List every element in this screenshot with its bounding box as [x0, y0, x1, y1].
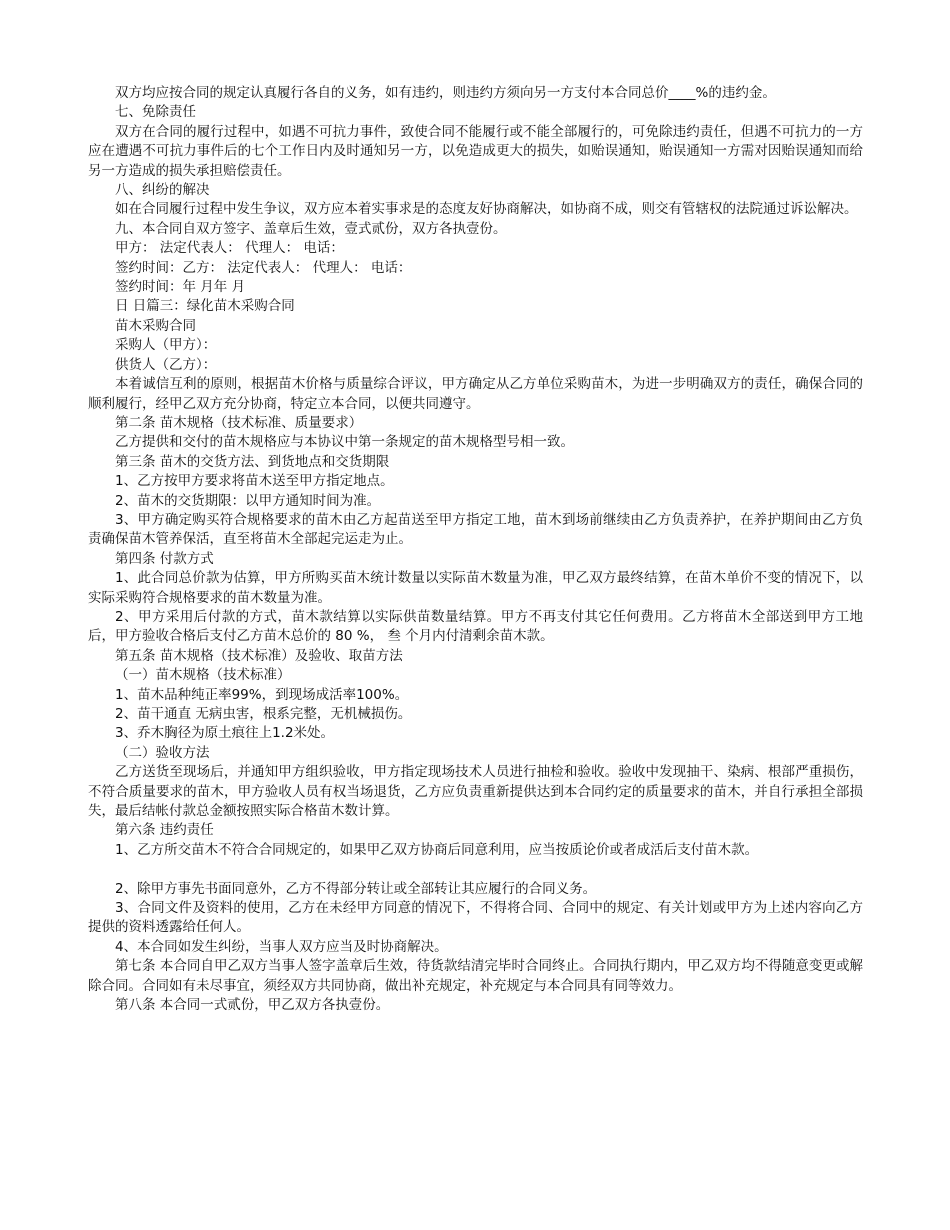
- list-item: 2、除甲方事先书面同意外，乙方不得部分转让或全部转让其应履行的合同义务。: [115, 880, 597, 897]
- article-heading: 第五条 苗木规格（技术标准）及验收、取苗方法: [115, 647, 403, 664]
- paragraph: 乙方送货至现场后，并通知甲方组织验收，甲方指定现场技术人员进行抽检和验收。验收中发现抽干、染病、根部严重损伤，不符合质量要求的苗木，甲方验收人员有权当场退货，乙方应负责重新提供达到本合同约定的质量要求的苗木，并自行承担全部损失，最后结帐付款总金额按照实际合格苗木数计算。: [88, 764, 863, 820]
- article-heading: 第四条 付款方式: [115, 550, 214, 567]
- list-item: 2、甲方采用后付款的方式，苗木款结算以实际供苗数量结算。甲方不再支付其它任何费用。乙方将苗木全部送到甲方工地后，甲方验收合格后支付乙方苗木总价的 80 %， 叁 个月内付清剩余苗木款。: [88, 608, 863, 645]
- sub-heading: （二）验收方法: [115, 744, 210, 761]
- list-item: 1、此合同总价款为估算，甲方所购买苗木统计数量以实际苗木数量为准，甲乙双方最终结算，在苗木单价不变的情况下，以实际采购符合规格要求的苗木数量为准。: [88, 570, 863, 606]
- paragraph: 如在合同履行过程中发生争议，双方应本着实事求是的态度友好协商解决，如协商不成，则交有管辖权的法院通过诉讼解决。: [115, 201, 858, 218]
- list-item: 3、乔木胸径为原土痕往上1.2米处。: [115, 725, 335, 742]
- signature-line: 签约时间：年 月年 月: [115, 279, 246, 296]
- article-paragraph: 第八条 本合同一式贰份，甲乙双方各执壹份。: [115, 997, 390, 1014]
- document-title: 苗木采购合同: [115, 317, 196, 334]
- article-paragraph: 第七条 本合同自甲乙双方当事人签字盖章后生效，待货款结清完毕时合同终止。合同执行期内，甲乙双方均不得随意变更或解除合同。合同如有未尽事宜，须经双方共同协商，做出补充规定，补充规定与本合同具有同等效力。: [88, 958, 863, 994]
- sub-heading: （一）苗木规格（技术标准）: [115, 667, 291, 684]
- article-heading: 第六条 违约责任: [115, 822, 214, 839]
- list-item: 2、苗木的交货期限：以甲方通知时间为准。: [115, 492, 381, 509]
- chapter-heading: 日 日篇三：绿化苗木采购合同: [115, 298, 295, 315]
- list-item: 3、甲方确定购买符合规格要求的苗木由乙方起苗送至甲方指定工地，苗木到场前继续由乙方负责养护，在养护期间由乙方负责确保苗木管养保活，直至将苗木全部起完运走为止。: [88, 511, 863, 548]
- paragraph: 双方在合同的履行过程中，如遇不可抗力事件，致使合同不能履行或不能全部履行的，可免除违约责任，但遇不可抗力的一方应在遭遇不可抗力事件后的七个工作日内及时通知另一方，以免造成更大的损失，如贻误通知，贻误通知一方需对因贻误通知而给另一方造成的损失承担赔偿责任。: [88, 123, 863, 179]
- section-heading: 八、纠纷的解决: [115, 182, 210, 199]
- paragraph: 双方均应按合同的规定认真履行各自的义务，如有违约，则违约方须向另一方支付本合同总价____%的违约金。: [115, 85, 776, 101]
- section-heading: 七、免除责任: [115, 104, 196, 121]
- blank-line: [88, 860, 863, 879]
- article-heading: 第三条 苗木的交货方法、到货地点和交货期限: [115, 453, 390, 470]
- party-field: 采购人（甲方）：: [115, 337, 217, 354]
- list-item: 1、乙方按甲方要求将苗木送至甲方指定地点。: [115, 473, 394, 490]
- paragraph: 本着诚信互利的原则，根据苗木价格与质量综合评议，甲方确定从乙方单位采购苗木，为进一步明确双方的责任，确保合同的顺利履行，经甲乙双方充分协商，特定立本合同，以便共同遵守。: [88, 376, 863, 412]
- paragraph: 九、本合同自双方签字、盖章后生效，壹式贰份，双方各执壹份。: [115, 220, 507, 237]
- list-item: 1、苗木品种纯正率99%，到现场成活率100%。: [115, 686, 409, 703]
- list-item: 3、合同文件及资料的使用，乙方在未经甲方同意的情况下，不得将合同、合同中的规定、有关计划或甲方为上述内容向乙方提供的资料透露给任何人。: [88, 900, 863, 936]
- list-item: 1、乙方所交苗木不符合合同规定的，如果甲乙双方协商后同意利用，应当按质论价或者成活后支付苗木款。: [115, 841, 759, 858]
- list-item: 2、苗干通直 无病虫害，根系完整，无机械损伤。: [115, 706, 412, 722]
- signature-line: 签约时间：乙方： 法定代表人： 代理人： 电话：: [115, 259, 412, 276]
- list-item: 4、本合同如发生纠纷，当事人双方应当及时协商解决。: [115, 938, 448, 955]
- contract-document: [88, 84, 863, 1015]
- signature-line: 甲方： 法定代表人： 代理人： 电话：: [115, 240, 344, 257]
- article-heading: 第二条 苗木规格（技术标准、质量要求）: [115, 414, 363, 431]
- paragraph: 乙方提供和交付的苗木规格应与本协议中第一条规定的苗木规格型号相一致。: [115, 434, 574, 451]
- party-field: 供货人（乙方）：: [115, 356, 217, 373]
